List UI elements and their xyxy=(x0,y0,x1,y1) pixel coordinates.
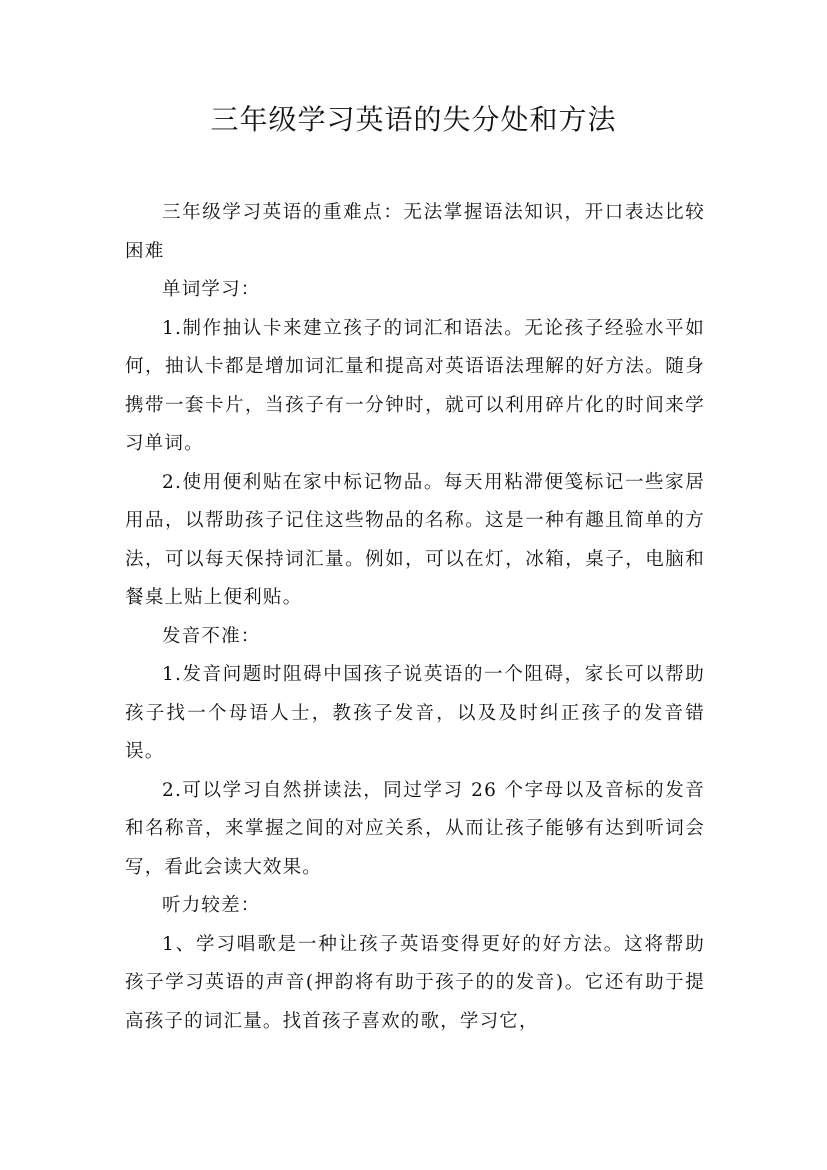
paragraph-phonics: 2.可以学习自然拼读法，同过学习 26 个字母以及音标的发音和名称音，来掌握之间的对应关系，从而让孩子能够有达到听词会写，看此会读大效果。 xyxy=(125,779,705,878)
heading-vocabulary: 单词学习： xyxy=(162,279,261,300)
heading-listening: 听力较差： xyxy=(162,895,261,916)
paragraph-native-speaker: 1.发音问题时阻碍中国孩子说英语的一个阻碍，家长可以帮助孩子找一个母语人士，教孩子发音，以及及时纠正孩子的发音错误。 xyxy=(125,664,705,762)
paragraph-singing: 1、学习唱歌是一种让孩子英语变得更好的好方法。这将帮助孩子学习英语的声音(押韵将有助于孩子的的发音)。它还有助于提高孩子的词汇量。找首孩子喜欢的歌，学习它， xyxy=(125,933,705,1032)
heading-pronunciation: 发音不准： xyxy=(162,625,261,647)
paragraph-flashcards: 1.制作抽认卡来建立孩子的词汇和语法。无论孩子经验水平如何，抽认卡都是增加词汇量和提高对英语语法理解的好方法。随身携带一套卡片，当孩子有一分钟时，就可以利用碎片化的时间来学习单词。 xyxy=(125,317,705,454)
page-title: 三年级学习英语的失分处和方法 xyxy=(210,103,617,136)
paragraph-sticky-notes: 2.使用便利贴在家中标记物品。每天用粘滞便笺标记一些家居用品，以帮助孩子记住这些物品的名称。这是一种有趣且简单的方法，可以每天保持词汇量。例如，可以在灯，冰箱，桌子，电脑和餐桌上贴上便利贴。 xyxy=(125,471,705,608)
paragraph-key-difficulties: 三年级学习英语的重难点：无法掌握语法知识，开口表达比较困难 xyxy=(125,202,705,262)
document-body xyxy=(125,194,705,1041)
